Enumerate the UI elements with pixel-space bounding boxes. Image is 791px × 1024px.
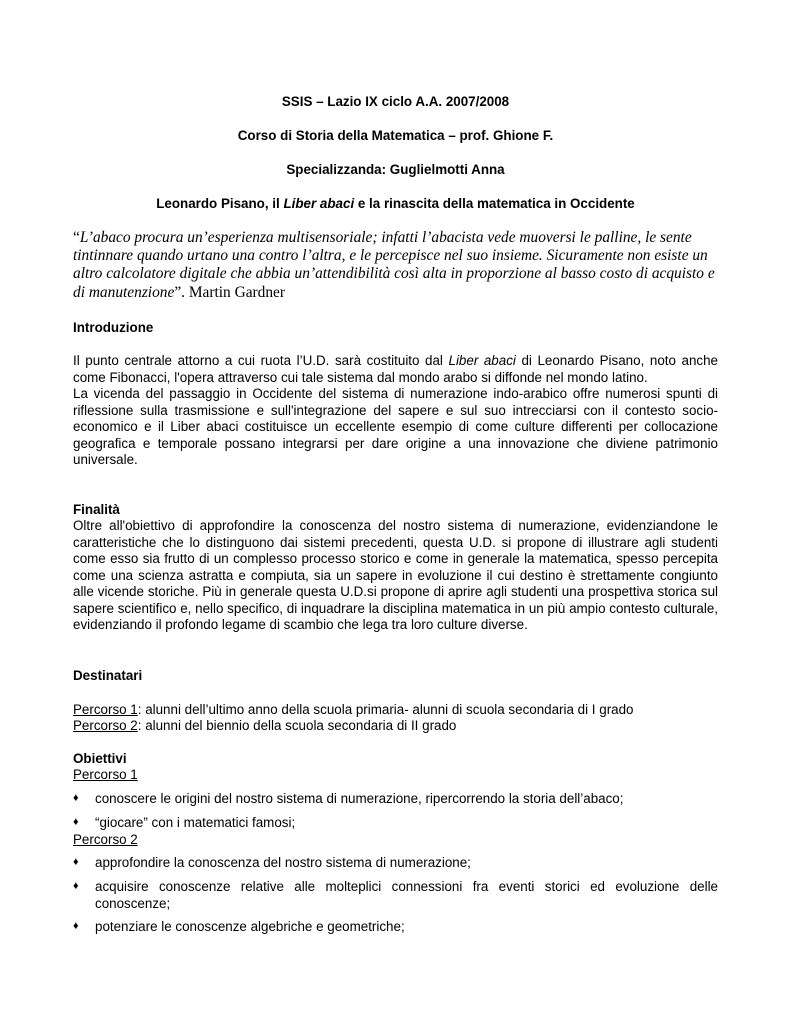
percorso-1-label: Percorso 1 (73, 702, 138, 717)
section-heading-destinatari: Destinatari (73, 668, 143, 683)
header-line-ssis: SSIS – Lazio IX ciclo A.A. 2007/2008 (281, 94, 510, 109)
diamond-bullet-icon: ♦ (73, 920, 79, 932)
percorso-2-text: : alunni del biennio della scuola secondaria di II grado (137, 718, 457, 733)
document-title (0, 196, 791, 213)
intro-p1-italic: Liber abaci (448, 353, 516, 368)
title-part-2: e la rinascita della matematica in Occidente (354, 196, 635, 211)
section-heading-obiettivi: Obiettivi (73, 751, 127, 766)
list-item (73, 791, 718, 808)
list-item-text: “giocare” con i matematici famosi; (95, 815, 296, 830)
header-line-specializzanda: Specializzanda: Guglielmotti Anna (286, 162, 505, 177)
list-item (73, 815, 718, 832)
obiettivi-percorso-1-label: Percorso 1 (73, 767, 138, 782)
percorso-2-label: Percorso 2 (73, 718, 138, 733)
destinatari-percorso-2 (73, 718, 718, 735)
finalita-paragraph: Oltre all'obiettivo di approfondire la conoscenza del nostro sistema di numerazione, evidenziandone le caratteristiche che lo distinguono dai sistemi precedenti, questa U.D. si propone di illustrare agli studenti come esso sia frutto di un complesso processo storico e come in generale la matematica, spesso percepita come una scienza astratta e compiuta, sia un sapere in evoluzione il cui destino è strettamente congiunto alle vicende storiche. Più in generale questa U.D.si propone di aprire agli studenti una prospettiva storica sul sapere scientifico e, nello specifico, di inquadrare la disciplina matematica in un più ampio contesto culturale, evidenziando il profondo legame di scambio che lega tra loro culture diverse. (73, 518, 718, 632)
title-part-1: Leonardo Pisano, il (156, 196, 284, 211)
epigraph-quote (73, 229, 718, 302)
intro-p1-b: di Leonardo Pisano, noto anche come Fibonacci, l'opera attraverso cui tale sistema dal mondo arabo si diffonde nel mondo latino. (73, 353, 718, 385)
quote-attribution: ”. Martin Gardner (174, 283, 285, 301)
header-line-corso: Corso di Storia della Matematica – prof. Ghione F. (237, 128, 554, 143)
list-item (73, 855, 718, 872)
list-item-text: potenziare le conoscenze algebriche e geometriche; (95, 919, 405, 934)
quote-text: L’abaco procura un’esperienza multisensoriale; infatti l’abacista vede muoversi le palline, le sente tintinnare quando urtano una contro l’altra, e le percepisce nel suo insieme. Sicuramente non esiste un altro calcolatore digitale che abbia un’attendibilità così alta in proporzione al basso costo di acquisto e di manutenzione (73, 229, 715, 301)
list-item (73, 919, 718, 936)
diamond-bullet-icon: ♦ (73, 792, 79, 804)
destinatari-percorso-1 (73, 702, 718, 719)
intro-paragraph-1 (73, 353, 718, 386)
diamond-bullet-icon: ♦ (73, 880, 79, 892)
percorso-1-text: : alunni dell’ultimo anno della scuola primaria- alunni di scuola secondaria di I grado (137, 702, 634, 717)
title-italic: Liber abaci (283, 196, 355, 211)
obiettivi-percorso-2-label: Percorso 2 (73, 832, 138, 847)
intro-text (73, 353, 718, 469)
list-item-text: approfondire la conoscenza del nostro sistema di numerazione; (95, 855, 471, 870)
section-heading-introduzione: Introduzione (73, 320, 154, 335)
diamond-bullet-icon: ♦ (73, 856, 79, 868)
section-heading-finalita: Finalità (73, 502, 120, 517)
intro-p1-a: Il punto centrale attorno a cui ruota l’U.D. sarà costituito dal (73, 353, 449, 368)
list-item-text: conoscere le origini del nostro sistema di numerazione, ripercorrendo la storia dell’abaco; (95, 791, 624, 806)
list-item-text: acquisire conoscenze relative alle molteplici connessioni fra eventi storici ed evoluzione delle conoscenze; (95, 879, 718, 911)
diamond-bullet-icon: ♦ (73, 816, 79, 828)
quote-open: “ (73, 229, 80, 246)
list-item (73, 879, 718, 912)
intro-paragraph-2: La vicenda del passaggio in Occidente del sistema di numerazione indo-arabico offre numerosi spunti di riflessione sulla trasmissione e sull'integrazione del sapere e sul suo intrecciarsi con il contesto socio-economico e il Liber abaci costituisce un eccellente esempio di come culture differenti per collocazione geografica e temporale possano integrarsi per dare origine a una innovazione che diviene patrimonio universale. (73, 386, 718, 467)
